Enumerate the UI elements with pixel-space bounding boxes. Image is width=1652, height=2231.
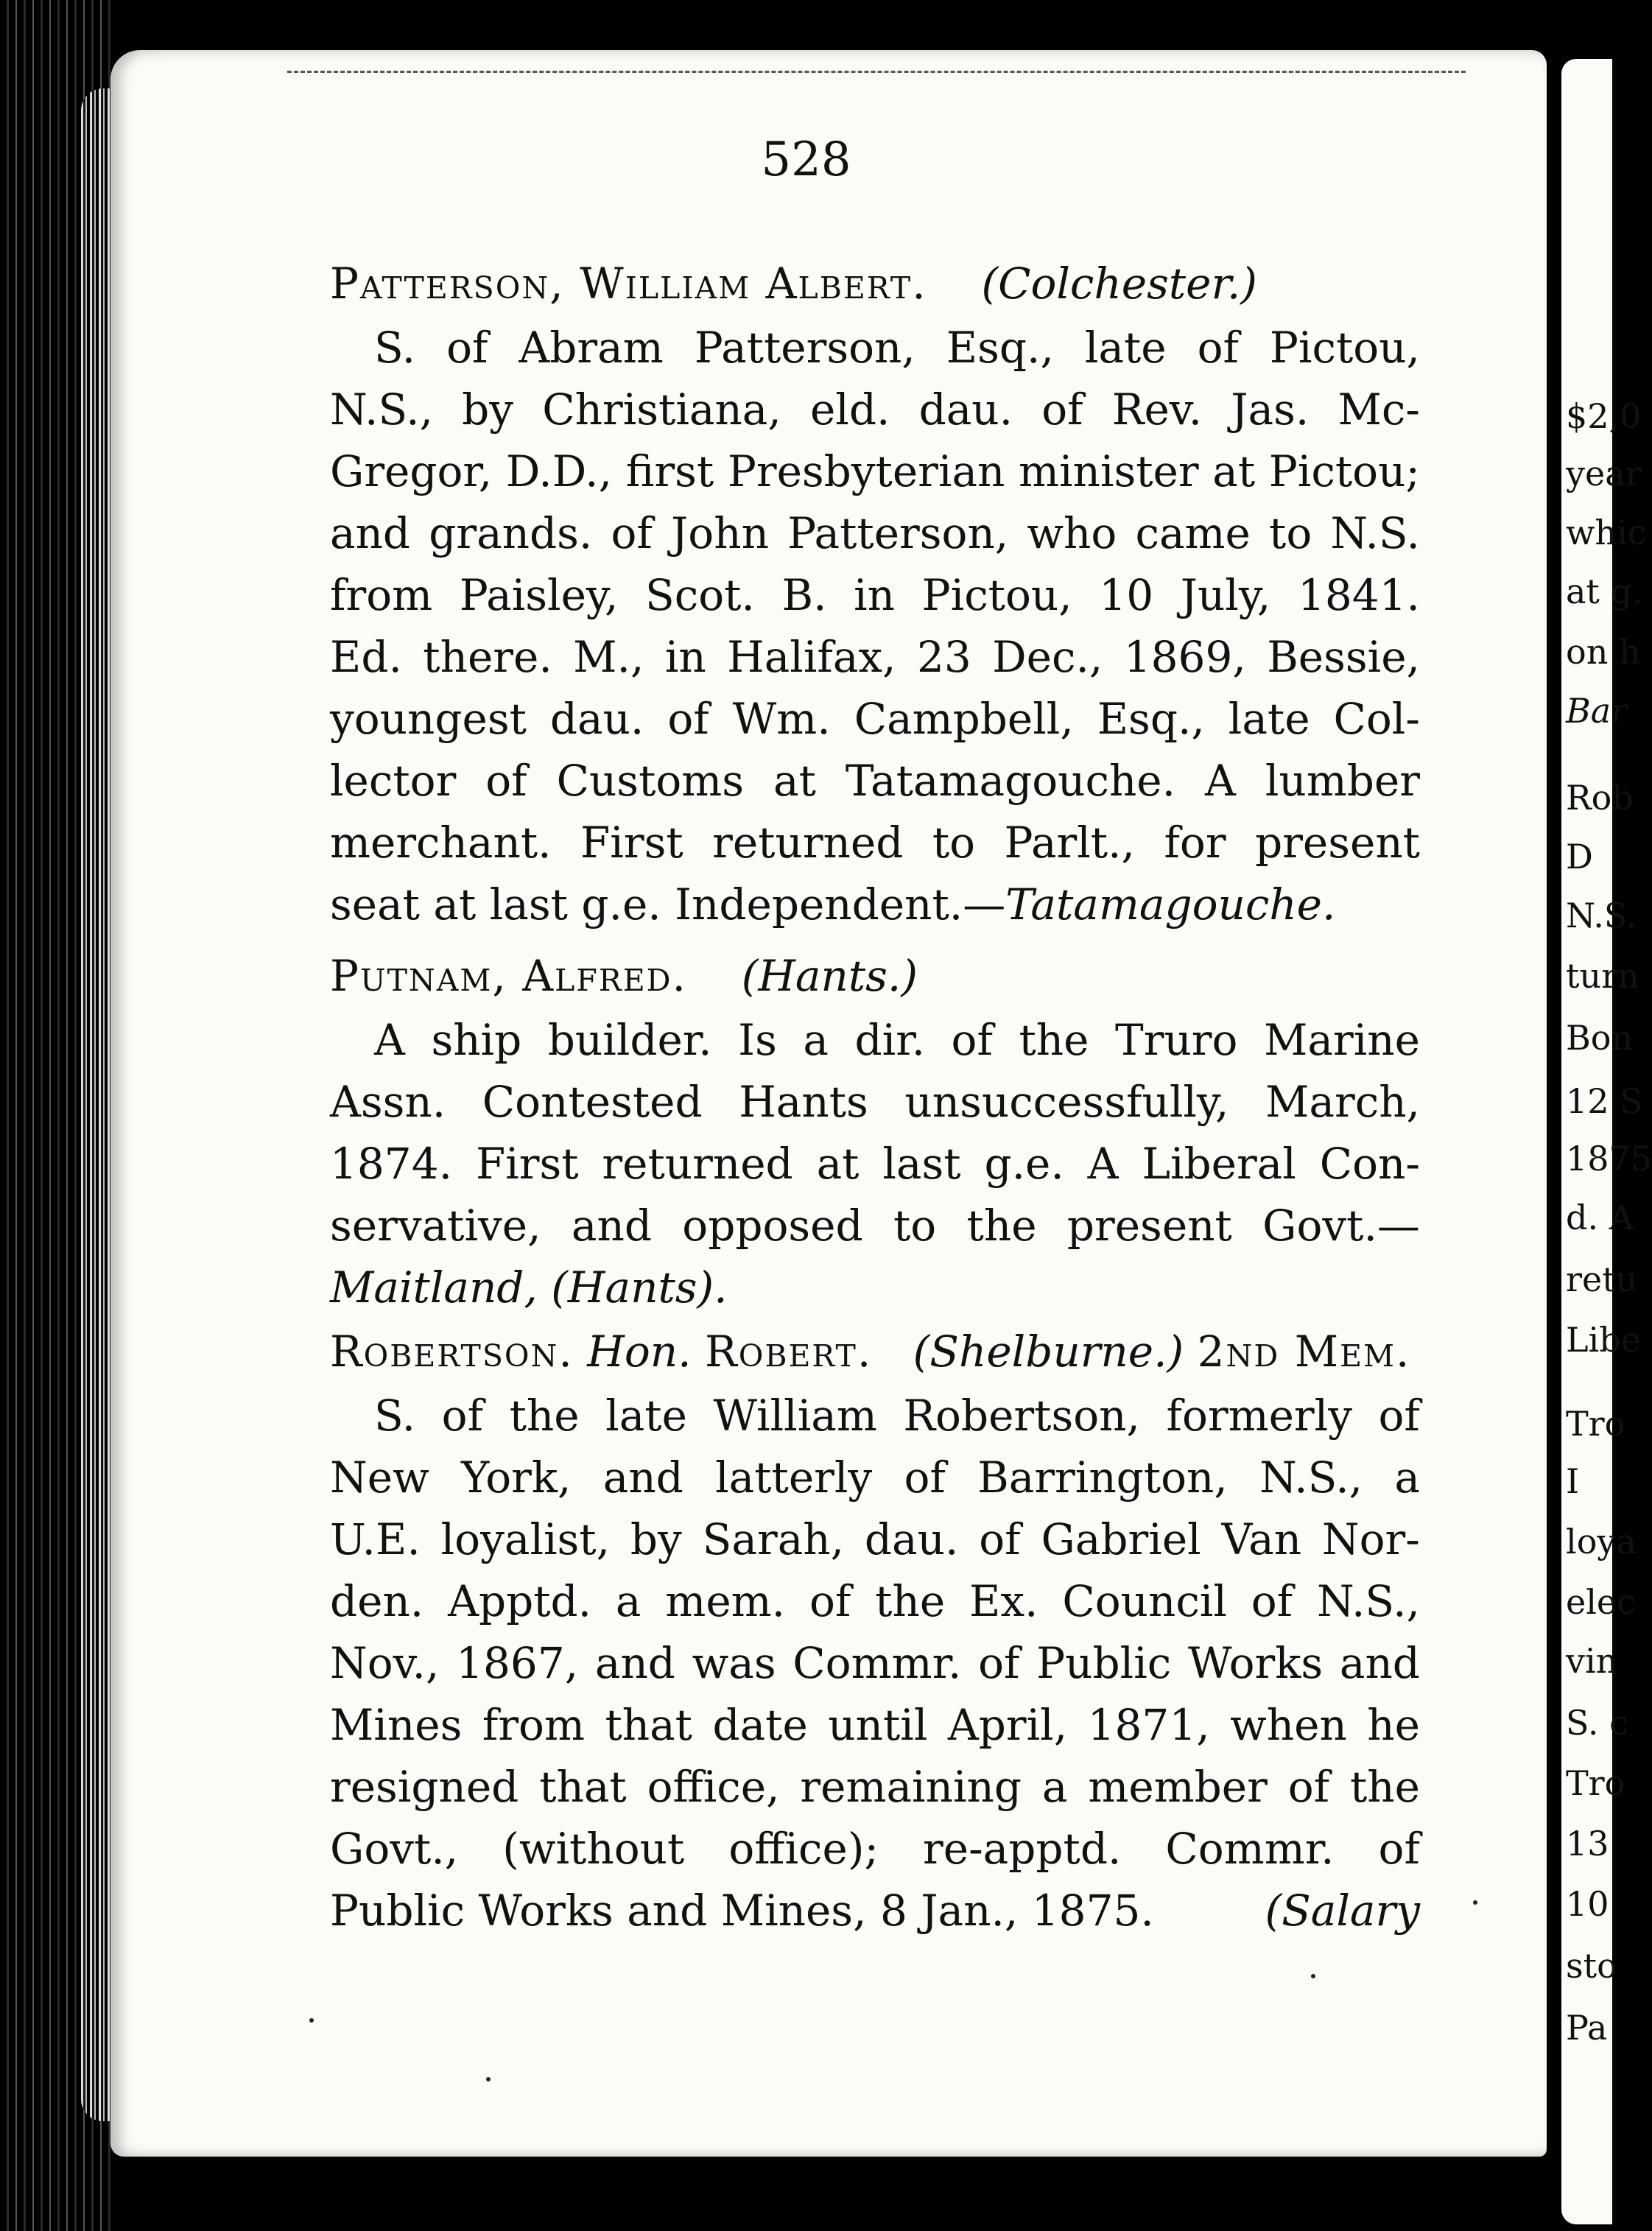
right-fragment: Pa bbox=[1566, 2008, 1608, 2048]
word: Mc- bbox=[1338, 384, 1420, 435]
word: the bbox=[966, 1201, 1037, 1251]
right-fragment: Tro bbox=[1566, 1404, 1625, 1444]
word: of bbox=[904, 1452, 946, 1503]
right-fragment: sto bbox=[1566, 1946, 1617, 1986]
word: Van bbox=[1221, 1514, 1302, 1564]
right-fragment: 1875 bbox=[1566, 1139, 1652, 1178]
word: William bbox=[713, 1391, 877, 1441]
right-fragment: 12 S bbox=[1566, 1081, 1643, 1121]
word: to bbox=[893, 1201, 937, 1251]
word: in bbox=[664, 632, 706, 682]
word: Barrington, bbox=[977, 1452, 1228, 1503]
word: resigned bbox=[330, 1762, 519, 1812]
word: of bbox=[1378, 1391, 1420, 1441]
word: Gabriel bbox=[1041, 1514, 1201, 1564]
word: Hants bbox=[739, 1077, 868, 1127]
entry-line bbox=[330, 1195, 1420, 1257]
entry-constituency: (Hants.) bbox=[741, 951, 918, 1001]
entry-line bbox=[330, 1818, 1420, 1880]
right-fragment: N.S. bbox=[1566, 896, 1637, 935]
entry-line bbox=[330, 626, 1420, 688]
word: March, bbox=[1265, 1077, 1420, 1127]
word: last bbox=[882, 1139, 961, 1189]
word: Campbell, bbox=[854, 694, 1074, 744]
word: late bbox=[1084, 323, 1167, 373]
right-fragment: elec bbox=[1566, 1582, 1636, 1622]
entry-last-text: Public Works and Mines, 8 Jan., 1875. bbox=[330, 1886, 1154, 1936]
word: Gregor, bbox=[330, 446, 493, 496]
word: late bbox=[605, 1391, 687, 1441]
word: N.S. bbox=[1330, 508, 1420, 558]
word: Mines bbox=[330, 1700, 463, 1750]
entry-line bbox=[330, 812, 1420, 874]
word: lumber bbox=[1265, 756, 1420, 806]
word: loyalist, bbox=[440, 1514, 611, 1564]
entry-line bbox=[330, 1632, 1420, 1694]
word: of bbox=[978, 1638, 1020, 1688]
word: of bbox=[1041, 384, 1083, 435]
word: Apptd. bbox=[448, 1576, 592, 1626]
word: Nov., bbox=[330, 1638, 440, 1688]
right-fragment: S. c bbox=[1566, 1703, 1628, 1743]
entry-residence: Maitland, (Hants). bbox=[330, 1262, 728, 1313]
word: Govt.— bbox=[1262, 1201, 1420, 1251]
word: who bbox=[1027, 508, 1117, 558]
word: dir. bbox=[854, 1015, 925, 1065]
word: and bbox=[594, 1638, 675, 1688]
entry-patterson bbox=[330, 250, 1420, 935]
word: S. bbox=[374, 323, 416, 373]
word: came bbox=[1135, 508, 1251, 558]
entry-name-rest: Robert. bbox=[705, 1327, 873, 1377]
word: present bbox=[1255, 818, 1420, 868]
word: Council bbox=[1062, 1576, 1227, 1626]
word: Pictou, bbox=[1269, 323, 1420, 373]
word: M., bbox=[573, 632, 644, 682]
entry-robertson bbox=[330, 1318, 1420, 1942]
word: Presbyterian bbox=[727, 446, 1005, 496]
word: to bbox=[1269, 508, 1312, 558]
word: Is bbox=[738, 1015, 777, 1065]
right-fragment: 13 bbox=[1566, 1824, 1609, 1863]
word: g.e. bbox=[984, 1139, 1064, 1189]
word: Abram bbox=[519, 323, 664, 373]
right-fragment: vin bbox=[1566, 1641, 1618, 1681]
word: Esq., bbox=[946, 323, 1054, 373]
word: opposed bbox=[682, 1201, 863, 1251]
word: of bbox=[441, 1391, 484, 1441]
word: lector bbox=[330, 756, 457, 806]
right-fragment: $2,0 bbox=[1566, 396, 1642, 436]
word: 23 bbox=[916, 632, 971, 682]
word: Ed. bbox=[330, 632, 402, 682]
word: servative, bbox=[330, 1201, 541, 1251]
word: S. bbox=[374, 1391, 416, 1441]
entry-line bbox=[330, 1447, 1420, 1508]
scan-speck bbox=[486, 2077, 491, 2081]
right-fragment: d. A bbox=[1566, 1198, 1634, 1237]
right-fragment: Bon bbox=[1566, 1018, 1634, 1058]
word: for bbox=[1164, 818, 1226, 868]
entry-residence: Tatamagouche. bbox=[1005, 879, 1336, 930]
right-page-fragment bbox=[1561, 59, 1652, 2224]
entry-last-text: seat at last g.e. Independent.— bbox=[330, 879, 1006, 930]
word: (without bbox=[502, 1824, 685, 1874]
entry-putnam bbox=[330, 943, 1420, 1318]
right-fragment: D bbox=[1566, 837, 1593, 876]
word: when bbox=[1230, 1700, 1347, 1750]
word: Works bbox=[1187, 1638, 1324, 1688]
word: Ex. bbox=[969, 1576, 1038, 1626]
word: first bbox=[625, 446, 714, 496]
entry-line bbox=[330, 1694, 1420, 1756]
word: Govt., bbox=[330, 1824, 459, 1874]
word: of bbox=[1287, 1762, 1330, 1812]
word: N.S., bbox=[330, 384, 434, 435]
entry-line bbox=[330, 1570, 1420, 1632]
word: Commr. bbox=[792, 1638, 962, 1688]
entry-heading bbox=[330, 943, 1420, 1009]
word: Liberal bbox=[1142, 1139, 1296, 1189]
right-fragment: Libe bbox=[1566, 1320, 1641, 1360]
word: New bbox=[330, 1452, 429, 1503]
word: ship bbox=[431, 1015, 522, 1065]
word: returned bbox=[712, 818, 904, 868]
entry-name: Patterson, William Albert. bbox=[330, 259, 927, 309]
word: Col- bbox=[1333, 694, 1420, 744]
word: April, bbox=[947, 1700, 1068, 1750]
word: that bbox=[539, 1762, 627, 1812]
word: 1874. bbox=[330, 1139, 453, 1189]
word: Pictou, bbox=[921, 570, 1072, 620]
entry-constituency: (Shelburne.) bbox=[913, 1327, 1184, 1377]
word: First bbox=[580, 818, 683, 868]
entry-name: Robertson. bbox=[330, 1327, 574, 1377]
word: of bbox=[1197, 323, 1239, 373]
word: that bbox=[605, 1700, 692, 1750]
word: the bbox=[875, 1576, 946, 1626]
word: Scot. bbox=[644, 570, 755, 620]
word: Paisley, bbox=[459, 570, 619, 620]
word: Contested bbox=[482, 1077, 703, 1127]
word: York, bbox=[461, 1452, 572, 1503]
entry-line bbox=[330, 688, 1420, 750]
word: Jas. bbox=[1231, 384, 1310, 435]
word: U.E. bbox=[330, 1514, 421, 1564]
page-number: 528 bbox=[761, 133, 851, 187]
word: 1867, bbox=[456, 1638, 579, 1688]
word: youngest bbox=[330, 694, 527, 744]
entry-line bbox=[330, 750, 1420, 812]
word: date bbox=[712, 1700, 808, 1750]
right-fragment: on h bbox=[1566, 632, 1641, 672]
word: Assn. bbox=[330, 1077, 446, 1127]
entry-heading bbox=[330, 250, 1420, 317]
word: 1841. bbox=[1297, 570, 1420, 620]
entry-last-line bbox=[330, 874, 1420, 935]
word: a bbox=[615, 1576, 642, 1626]
word: office, bbox=[647, 1762, 780, 1812]
right-fragment: year bbox=[1566, 454, 1642, 493]
word: returned bbox=[602, 1139, 793, 1189]
word: late bbox=[1228, 694, 1310, 744]
entry-salary: (Salary bbox=[1265, 1886, 1420, 1936]
word: Marine bbox=[1264, 1015, 1420, 1065]
word: he bbox=[1367, 1700, 1420, 1750]
word: of bbox=[951, 1015, 993, 1065]
word: the bbox=[1019, 1015, 1089, 1065]
entry-line bbox=[330, 1756, 1420, 1818]
word: Public bbox=[1036, 1638, 1172, 1688]
entry-last-line bbox=[330, 1257, 1420, 1318]
entry-line bbox=[330, 1508, 1420, 1570]
word: Robertson, bbox=[903, 1391, 1140, 1441]
scan-speck bbox=[309, 2018, 314, 2023]
word: at bbox=[1212, 446, 1256, 496]
word: and bbox=[1339, 1638, 1420, 1688]
word: John bbox=[671, 508, 769, 558]
right-fragment: loya bbox=[1566, 1522, 1637, 1561]
word: Parlt., bbox=[1004, 818, 1135, 868]
word: mem. bbox=[665, 1576, 786, 1626]
word: Customs bbox=[556, 756, 745, 806]
word: of bbox=[809, 1576, 851, 1626]
word: Esq., bbox=[1097, 694, 1205, 744]
right-fragment: at g. bbox=[1566, 572, 1643, 611]
word: Rev. bbox=[1111, 384, 1203, 435]
word: of bbox=[446, 323, 488, 373]
entry-line bbox=[330, 1009, 1420, 1071]
word: minister bbox=[1019, 446, 1199, 496]
word: in bbox=[854, 570, 896, 620]
word: to bbox=[932, 818, 976, 868]
entry-line bbox=[330, 1071, 1420, 1133]
word: A bbox=[1205, 756, 1236, 806]
word: a bbox=[1394, 1452, 1420, 1503]
entry-constituency: (Colchester.) bbox=[981, 259, 1257, 309]
word: eld. bbox=[809, 384, 890, 435]
word: present bbox=[1066, 1201, 1232, 1251]
word: Nor- bbox=[1321, 1514, 1420, 1564]
word: until bbox=[828, 1700, 928, 1750]
word: remaining bbox=[800, 1762, 1022, 1812]
word: A bbox=[1087, 1139, 1119, 1189]
word: N.S., bbox=[1259, 1452, 1363, 1503]
word: Sarah, bbox=[702, 1514, 845, 1564]
entry-honorific: Hon. bbox=[587, 1327, 692, 1377]
entry-line bbox=[330, 502, 1420, 564]
entry-line bbox=[330, 1385, 1420, 1447]
scan-speck bbox=[1311, 1974, 1315, 1978]
word: B. bbox=[781, 570, 827, 620]
word: grands. bbox=[429, 508, 593, 558]
entry-line bbox=[330, 379, 1420, 440]
word: member bbox=[1088, 1762, 1268, 1812]
scan-speck bbox=[1473, 1900, 1477, 1905]
word: formerly bbox=[1166, 1391, 1352, 1441]
word: by bbox=[630, 1514, 682, 1564]
entry-line bbox=[330, 440, 1420, 502]
word: from bbox=[330, 570, 433, 620]
word: dau. bbox=[549, 694, 644, 744]
word: latterly bbox=[715, 1452, 873, 1503]
word: Bessie, bbox=[1267, 632, 1420, 682]
word: Truro bbox=[1115, 1015, 1238, 1065]
word: Dec., bbox=[992, 632, 1103, 682]
word: at bbox=[816, 1139, 860, 1189]
word: and bbox=[330, 508, 411, 558]
word: Pictou; bbox=[1268, 446, 1420, 496]
word: A bbox=[374, 1015, 405, 1065]
word: Con- bbox=[1319, 1139, 1420, 1189]
word: at bbox=[773, 756, 816, 806]
word: Tatamagouche. bbox=[845, 756, 1176, 806]
word: there. bbox=[423, 632, 552, 682]
word: Patterson, bbox=[694, 323, 915, 373]
word: a bbox=[803, 1015, 829, 1065]
word: July, bbox=[1180, 570, 1271, 620]
entry-line bbox=[330, 317, 1420, 379]
entry-line bbox=[330, 564, 1420, 626]
right-fragment: Tro bbox=[1566, 1763, 1625, 1803]
word: the bbox=[1349, 1762, 1420, 1812]
word: Christiana, bbox=[542, 384, 781, 435]
word: Wm. bbox=[732, 694, 831, 744]
word: by bbox=[462, 384, 514, 435]
word: office); bbox=[728, 1824, 879, 1874]
right-fragment: turn bbox=[1566, 956, 1639, 996]
word: of bbox=[1378, 1824, 1420, 1874]
entry-name: Putnam, Alfred. bbox=[330, 951, 687, 1001]
word: Halifax, bbox=[727, 632, 896, 682]
word: 1869, bbox=[1123, 632, 1246, 682]
word: the bbox=[509, 1391, 580, 1441]
word: of bbox=[979, 1514, 1021, 1564]
word: N.S., bbox=[1316, 1576, 1420, 1626]
word: of bbox=[485, 756, 527, 806]
word: First bbox=[475, 1139, 579, 1189]
word: merchant. bbox=[330, 818, 552, 868]
word: of bbox=[667, 694, 709, 744]
word: of bbox=[1251, 1576, 1293, 1626]
word: from bbox=[482, 1700, 585, 1750]
word: dau. bbox=[918, 384, 1013, 435]
word: dau. bbox=[864, 1514, 959, 1564]
right-fragment: Bar bbox=[1566, 691, 1628, 731]
word: unsuccessfully, bbox=[904, 1077, 1229, 1127]
word: and bbox=[571, 1201, 652, 1251]
right-fragment: Rob bbox=[1566, 778, 1634, 818]
word: 1871, bbox=[1087, 1700, 1210, 1750]
word: builder. bbox=[547, 1015, 712, 1065]
word: re-apptd. bbox=[923, 1824, 1122, 1874]
word: 10 bbox=[1099, 570, 1154, 620]
entry-line bbox=[330, 1133, 1420, 1195]
entry-member: 2nd Mem. bbox=[1197, 1327, 1411, 1377]
word: of bbox=[611, 508, 653, 558]
entry-last-line bbox=[330, 1880, 1420, 1942]
word: Commr. bbox=[1165, 1824, 1335, 1874]
word: D.D., bbox=[505, 446, 613, 496]
word: a bbox=[1041, 1762, 1068, 1812]
word: and bbox=[602, 1452, 683, 1503]
word: was bbox=[692, 1638, 776, 1688]
right-fragment: 10 bbox=[1566, 1884, 1609, 1924]
right-fragment: retu bbox=[1566, 1259, 1638, 1299]
entry-heading bbox=[330, 1318, 1420, 1385]
word: den. bbox=[330, 1576, 424, 1626]
right-fragment: I bbox=[1566, 1461, 1580, 1501]
word: Patterson, bbox=[787, 508, 1009, 558]
right-fragment: whic bbox=[1566, 513, 1647, 552]
